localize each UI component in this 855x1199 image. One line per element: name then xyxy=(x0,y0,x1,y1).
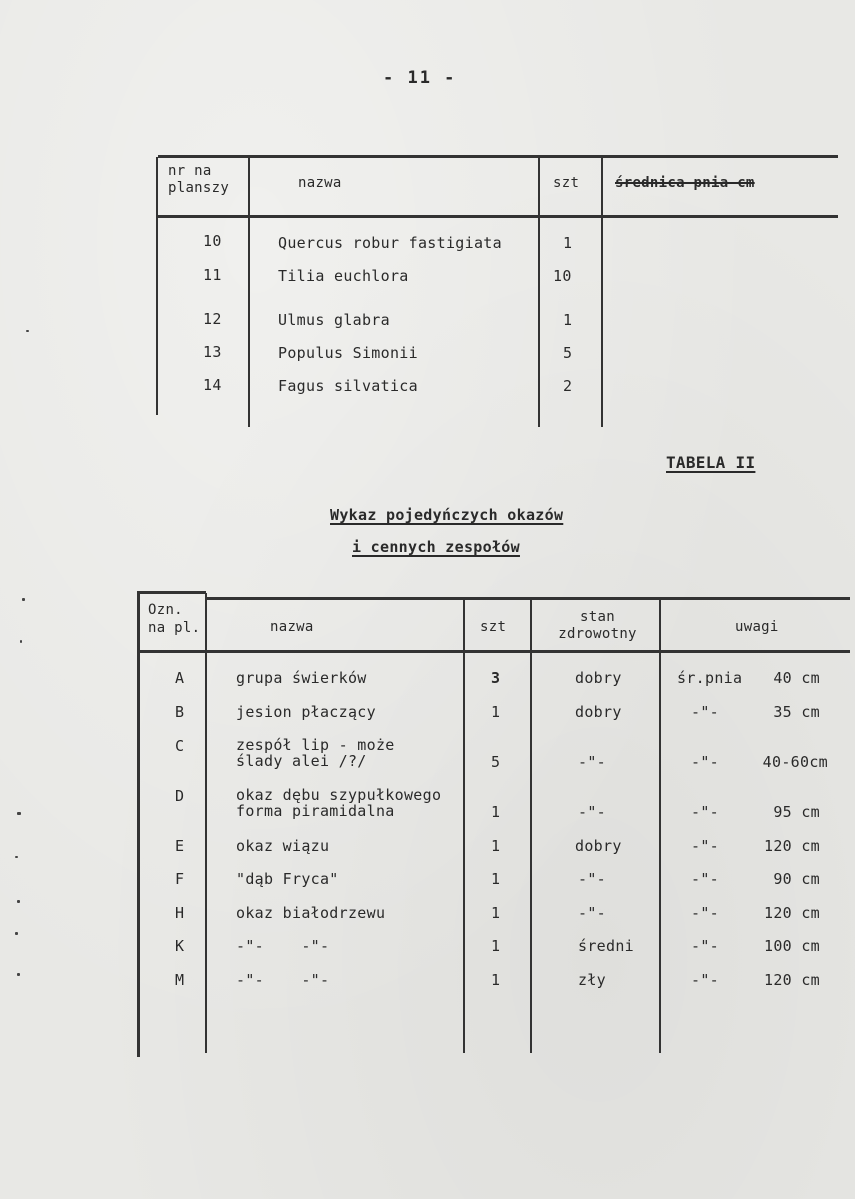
table2-header-notes: uwagi xyxy=(735,619,779,635)
table1-row-name: Populus Simonii xyxy=(278,344,418,362)
table2-row-health: średni xyxy=(578,937,634,955)
table1-row-nr: 10 xyxy=(203,232,222,250)
page-number: - 11 - xyxy=(383,68,457,88)
table2-row-name: -"- -"- xyxy=(236,971,330,989)
table1-row-nr: 13 xyxy=(203,343,222,361)
table2-row-notes-a: -"- xyxy=(691,837,719,855)
table2-row-notes-a: -"- xyxy=(691,753,719,771)
table2-row-notes-a: -"- xyxy=(691,937,719,955)
table2-row-notes-a: -"- xyxy=(691,870,719,888)
table2-row-count: 1 xyxy=(491,703,501,721)
table2-row-ozn: H xyxy=(175,904,185,922)
table1-row-count: 5 xyxy=(563,344,573,362)
table2-row-notes-b: 120 cm xyxy=(764,837,820,855)
table2-header-health: stan zdrowotny xyxy=(558,609,637,642)
scan-speck xyxy=(20,640,22,643)
table2-header-count: szt xyxy=(480,619,507,635)
table1-row-name: Ulmus glabra xyxy=(278,311,390,329)
table2-row-health: dobry xyxy=(575,703,622,721)
table1-row-nr: 11 xyxy=(203,266,222,284)
table2-row-health: dobry xyxy=(575,837,622,855)
table2-row-count: 1 xyxy=(491,870,501,888)
table2-row-name: -"- -"- xyxy=(236,937,330,955)
table2-row-notes-a: -"- xyxy=(691,703,719,721)
table2-row-ozn: F xyxy=(175,870,185,888)
table2-row-health: -"- xyxy=(578,753,606,771)
table2-row-name: "dąb Fryca" xyxy=(236,870,339,888)
scan-speck xyxy=(15,856,18,858)
table2-row-health: -"- xyxy=(578,803,606,821)
scan-speck xyxy=(17,812,21,815)
table2-row-count: 3 xyxy=(491,669,501,687)
table2-row-notes-b: 120 cm xyxy=(764,971,820,989)
table1-header-name: nazwa xyxy=(298,175,342,191)
table2-header-ozn: Ozn. na pl. xyxy=(148,602,201,636)
table2-header-name: nazwa xyxy=(270,619,314,635)
table2-row-health: dobry xyxy=(575,669,622,687)
table2-row-name: okaz wiązu xyxy=(236,837,330,855)
table2-row-name: okaz dębu szypułkowego forma piramidalna xyxy=(236,786,442,820)
table2-row-health: zły xyxy=(578,971,606,989)
table2-row-notes-b: 95 cm xyxy=(773,803,820,821)
table2-label: TABELA II xyxy=(666,453,756,472)
table2-row-ozn: E xyxy=(175,837,185,855)
table2-row-notes-b: 100 cm xyxy=(764,937,820,955)
table1-header-diameter: średnica pnia cm xyxy=(615,175,755,191)
table2-row-name: okaz białodrzewu xyxy=(236,904,386,922)
table2-row-health: -"- xyxy=(578,904,606,922)
table2-row-count: 5 xyxy=(491,753,501,771)
scan-speck xyxy=(22,598,25,601)
table1-row-nr: 12 xyxy=(203,310,222,328)
table2-title-line2: i cennych zespołów xyxy=(352,538,520,556)
table1-header-nr: nr na planszy xyxy=(168,163,230,196)
table1-row-count: 1 xyxy=(563,234,573,252)
table2-row-notes-b: 120 cm xyxy=(764,904,820,922)
table1-row-nr: 14 xyxy=(203,376,222,394)
table2-row-notes-b: 90 cm xyxy=(773,870,820,888)
table2-row-ozn: D xyxy=(175,787,185,805)
table1-row-count: 1 xyxy=(563,311,573,329)
table2-row-count: 1 xyxy=(491,971,501,989)
table2-row-notes-a: -"- xyxy=(691,803,719,821)
table2-row-name: grupa świerków xyxy=(236,669,367,687)
scan-speck xyxy=(17,900,20,903)
table2-row-name: jesion płaczący xyxy=(236,703,376,721)
table1-row-name: Tilia euchlora xyxy=(278,267,409,285)
table2-row-ozn: B xyxy=(175,703,185,721)
table1-header-count: szt xyxy=(553,175,580,191)
table2-row-ozn: M xyxy=(175,971,185,989)
table2-row-count: 1 xyxy=(491,937,501,955)
table2-row-notes-a: -"- xyxy=(691,971,719,989)
table1-row-name: Fagus silvatica xyxy=(278,377,418,395)
table2-row-name: zespół lip - może ślady alei /?/ xyxy=(236,736,395,770)
scan-speck xyxy=(17,973,20,976)
table2-row-ozn: A xyxy=(175,669,185,687)
scan-speck xyxy=(26,330,29,332)
table2-row-ozn: C xyxy=(175,737,185,755)
table2-title-line1: Wykaz pojedyńczych okazów xyxy=(330,506,564,524)
table1-row-name: Quercus robur fastigiata xyxy=(278,234,502,252)
table2-row-health: -"- xyxy=(578,870,606,888)
table2-row-count: 1 xyxy=(491,837,501,855)
table2-row-notes-b: 35 cm xyxy=(773,703,820,721)
table2-row-ozn: K xyxy=(175,937,185,955)
scan-speck xyxy=(15,932,18,935)
table2-row-count: 1 xyxy=(491,904,501,922)
table1-row-count: 10 xyxy=(553,267,572,285)
table2-row-notes-b: 40-60cm xyxy=(762,753,828,771)
table2-row-notes-a: śr.pnia xyxy=(677,669,743,687)
table1-row-count: 2 xyxy=(563,377,573,395)
table2-row-notes-a: -"- xyxy=(691,904,719,922)
table2-row-count: 1 xyxy=(491,803,501,821)
table2-row-notes-b: 40 cm xyxy=(773,669,820,687)
